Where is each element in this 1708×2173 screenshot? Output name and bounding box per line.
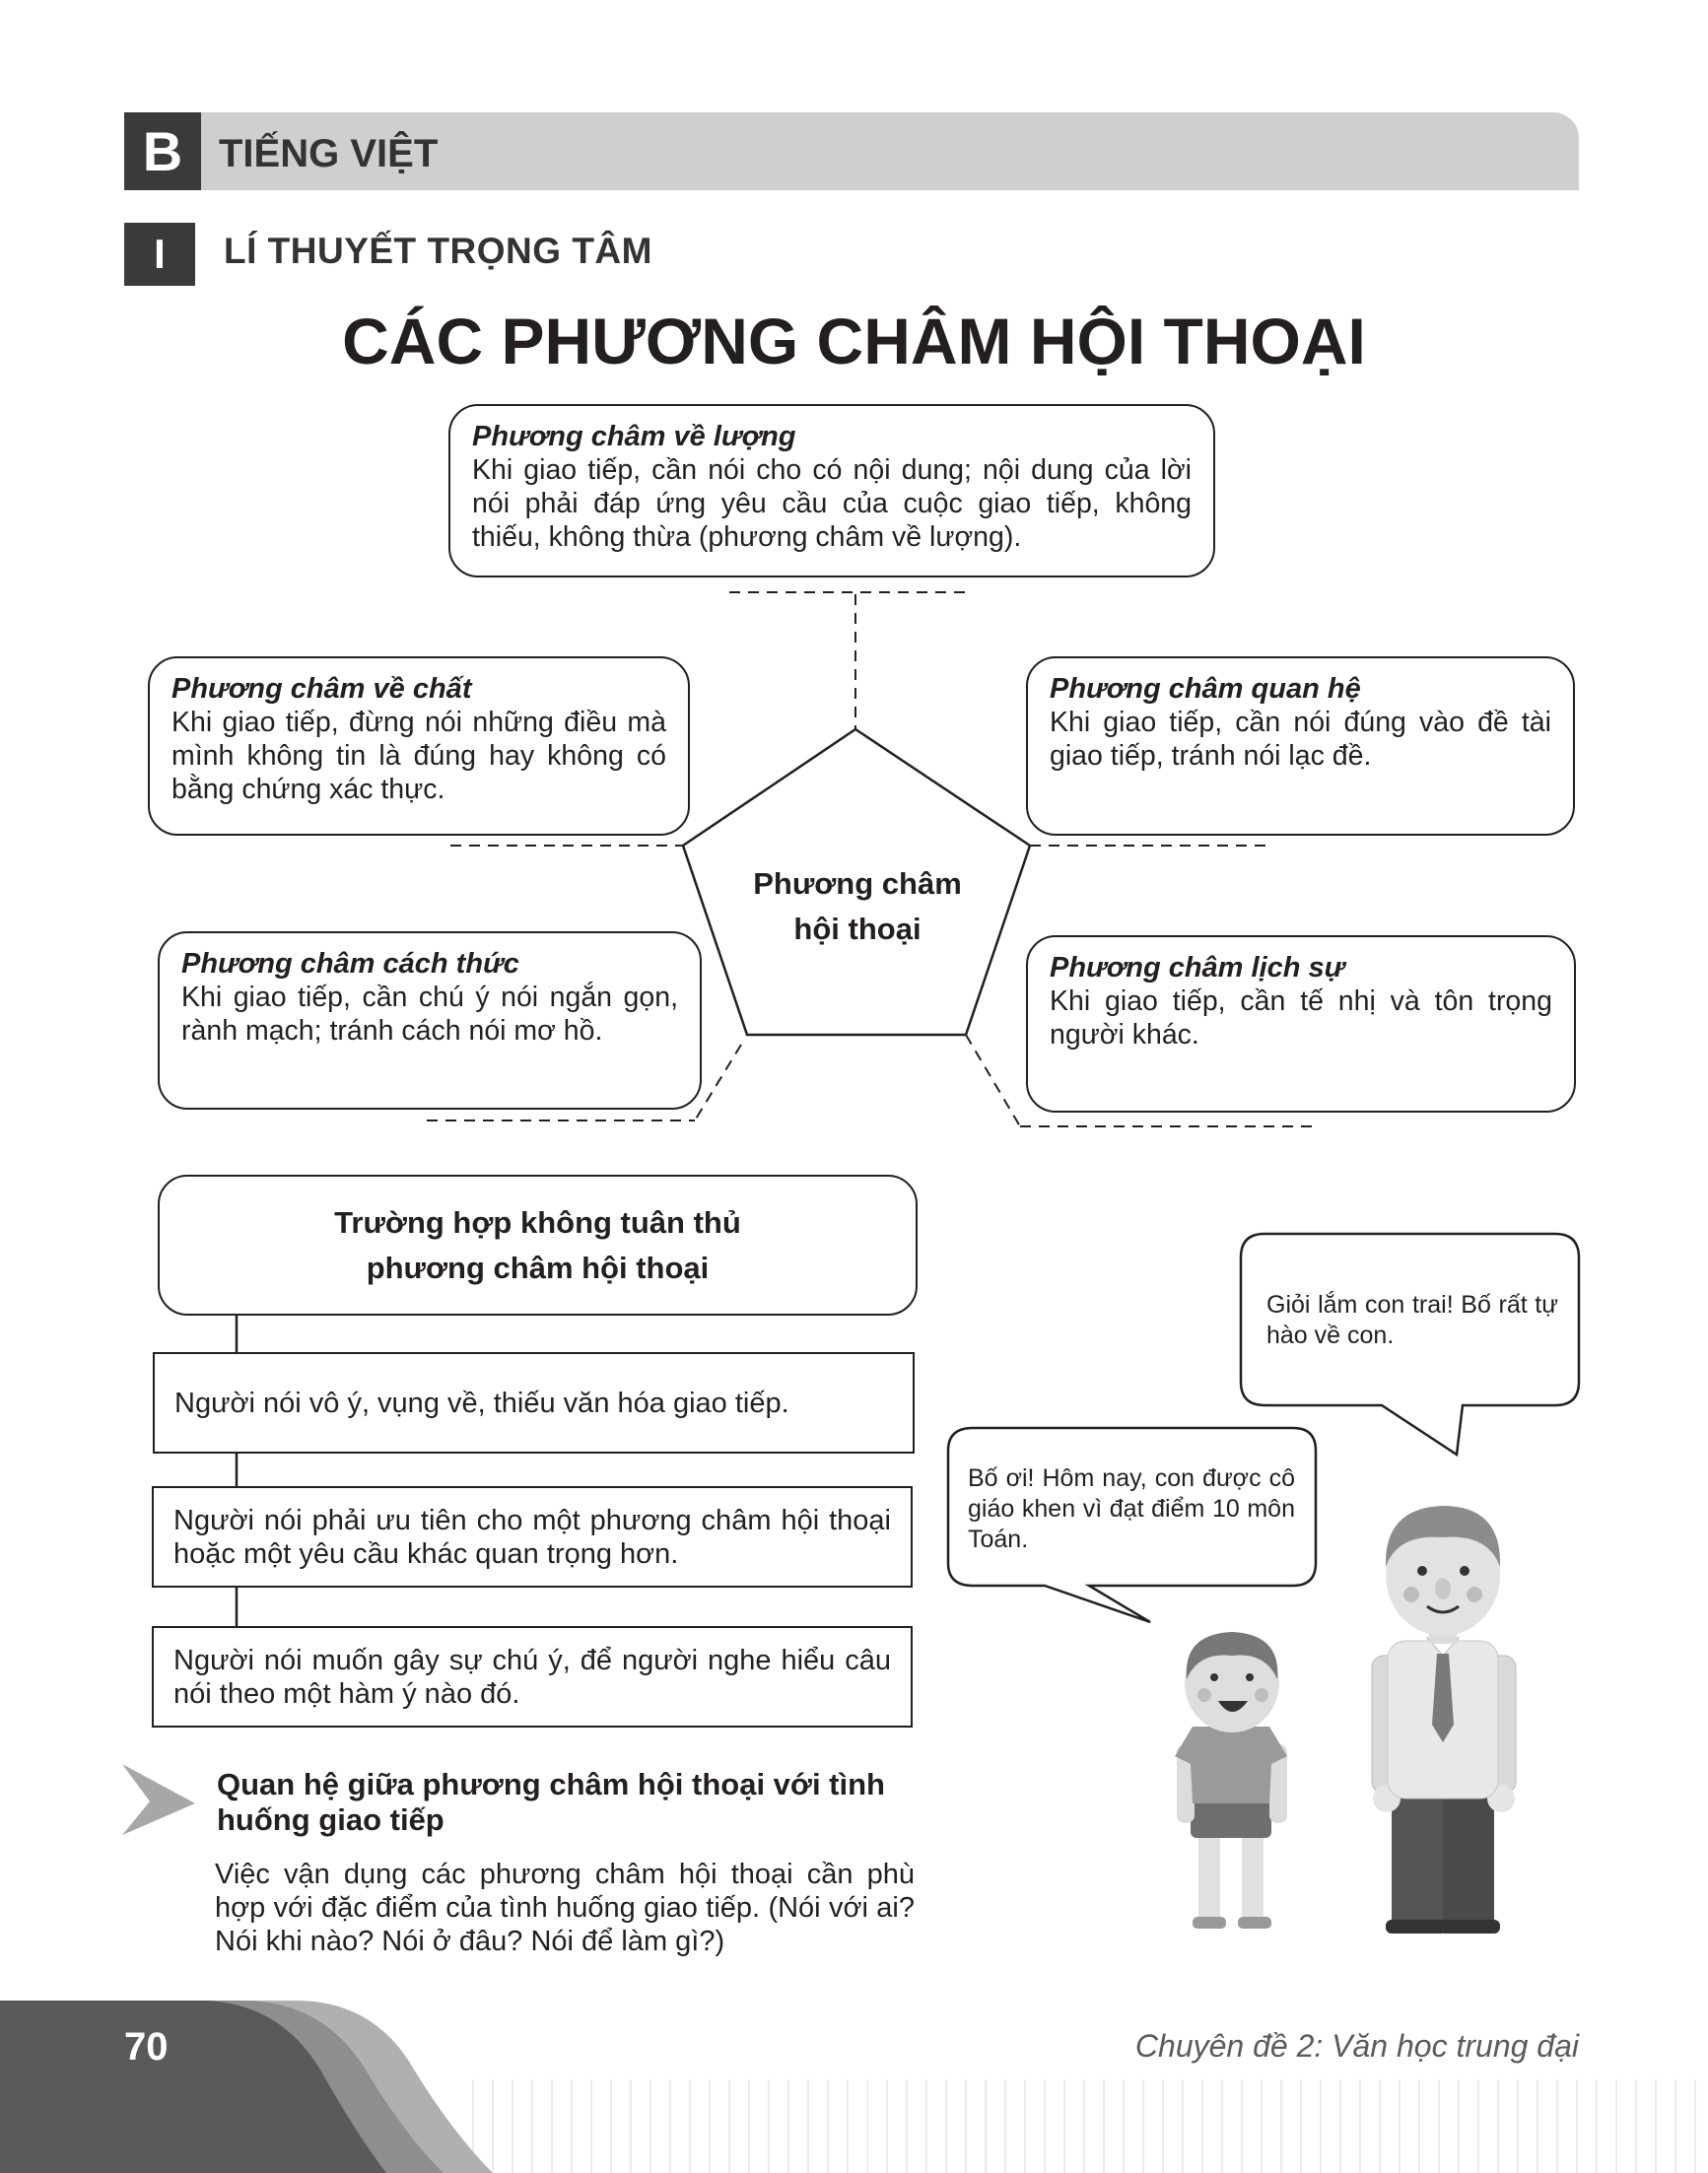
- maxim-quality-box: [148, 656, 690, 836]
- subsection-title: LÍ THUYẾT TRỌNG TÂM: [224, 231, 652, 271]
- case-text: Người nói phải ưu tiên cho một phương châm hội thoại hoặc một yêu cầu khác quan trọng hơn.: [173, 1504, 891, 1570]
- maxim-quantity-box: [448, 404, 1215, 577]
- section-title: TIẾNG VIỆT: [219, 132, 439, 175]
- page-title: CÁC PHƯƠNG CHÂM HỘI THOẠI: [342, 305, 1366, 377]
- maxim-relation-box: [1026, 656, 1575, 836]
- maxim-body: Khi giao tiếp, đừng nói những điều mà mình không tin là đúng hay không có bằng chứng xác thực.: [171, 707, 666, 805]
- center-label-line2: hội thoại: [793, 912, 922, 946]
- center-label: [710, 861, 1005, 952]
- case-text: Người nói vô ý, vụng về, thiếu văn hóa giao tiếp.: [174, 1387, 789, 1419]
- father-son-illustration: [1163, 1468, 1577, 1941]
- subsection-letter-i: I: [124, 223, 195, 286]
- case-item: [152, 1626, 913, 1728]
- connector-dash: [695, 1045, 741, 1120]
- chevron-arrow-icon: [122, 1764, 195, 1835]
- case-item: [153, 1352, 915, 1454]
- relation-section-title: Quan hệ giữa phương châm hội thoại với tình huống giao tiếp: [217, 1767, 885, 1837]
- case-text: Người nói muốn gây sự chú ý, để người nghe hiểu câu nói theo một hàm ý nào đó.: [173, 1644, 891, 1710]
- son-figure: [1175, 1632, 1287, 1929]
- section-letter-b: B: [124, 112, 201, 190]
- maxim-title: Phương châm về lượng: [472, 421, 796, 452]
- father-figure: [1372, 1506, 1516, 1934]
- footer-decoration: [0, 1961, 1708, 2173]
- father-speech-text: Giỏi lắm con trai! Bố rất tự hào về con.: [1266, 1291, 1558, 1349]
- maxim-body: Khi giao tiếp, cần chú ý nói ngắn gọn, rành mạch; tránh cách nói mơ hồ.: [181, 982, 678, 1047]
- son-speech-text: Bố ơi! Hôm nay, con được cô giáo khen vì đạt điểm 10 môn Toán.: [968, 1464, 1295, 1553]
- center-label-line1: Phương châm: [753, 866, 962, 901]
- chapter-label: Chuyên đề 2: Văn học trung đại: [1134, 2028, 1579, 2064]
- maxim-politeness-box: [1026, 935, 1576, 1113]
- maxim-title: Phương châm quan hệ: [1050, 673, 1361, 705]
- non-compliance-heading: [158, 1175, 918, 1316]
- heading-line2: phương châm hội thoại: [366, 1250, 710, 1285]
- case-item: [152, 1486, 913, 1588]
- maxim-manner-box: [158, 931, 702, 1110]
- maxim-body: Khi giao tiếp, cần nói đúng vào đề tài giao tiếp, tránh nói lạc đề.: [1050, 707, 1551, 772]
- maxim-title: Phương châm về chất: [171, 673, 472, 705]
- maxim-body: Khi giao tiếp, cần nói cho có nội dung; nội dung của lời nói phải đáp ứng yêu cầu của cuộc giao tiếp, không thiếu, không thừa (phương châm về lượng).: [472, 454, 1192, 553]
- maxim-title: Phương châm lịch sự: [1050, 952, 1345, 984]
- connector-dash: [966, 1035, 1020, 1126]
- relation-section-body: Việc vận dụng các phương châm hội thoại cần phù hợp với đặc điểm của tình huống giao tiếp. (Nói với ai? Nói khi nào? Nói ở đâu? Nói để làm gì?): [215, 1859, 915, 1957]
- page-number: 70: [124, 2025, 169, 2069]
- maxim-body: Khi giao tiếp, cần tế nhị và tôn trọng người khác.: [1050, 985, 1552, 1051]
- maxim-title: Phương châm cách thức: [181, 948, 519, 980]
- heading-line1: Trường hợp không tuân thủ: [334, 1204, 741, 1240]
